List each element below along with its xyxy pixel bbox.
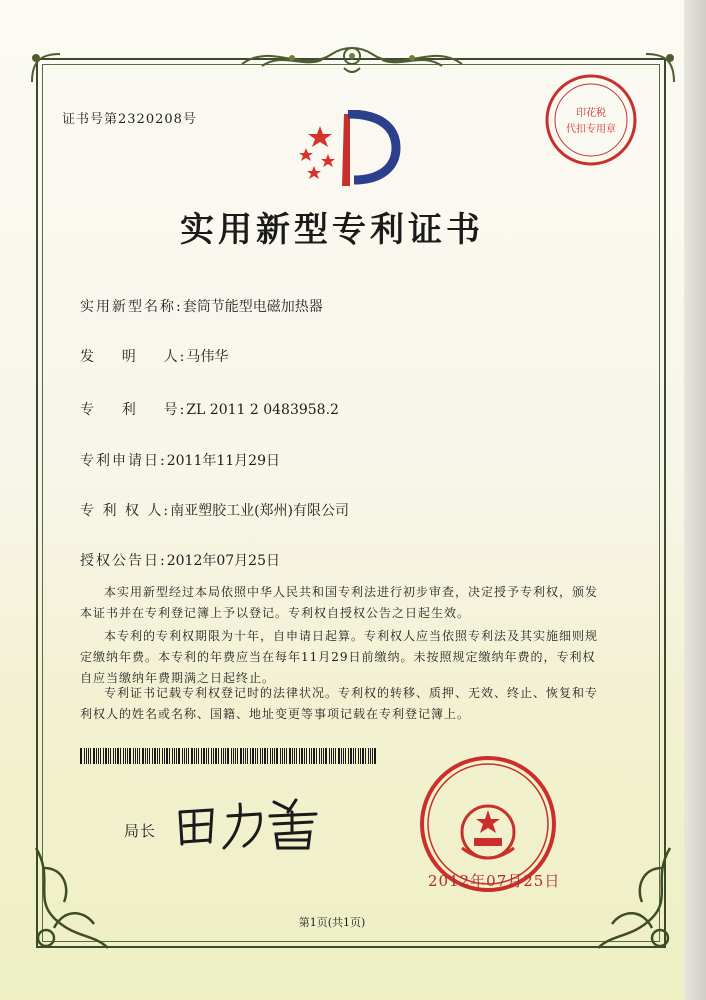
field-patent-number xyxy=(80,399,339,419)
page-number: 第1页(共1页) xyxy=(298,916,366,929)
field-label: 实用新型名称: xyxy=(80,299,183,315)
field-inventor xyxy=(80,346,228,366)
field-value: 2011年11月29日 xyxy=(166,453,280,469)
field-value: 马伟华 xyxy=(186,349,229,365)
field-value: ZL 2011 2 0483958.2 xyxy=(186,402,339,418)
field-label: 专利申请日: xyxy=(80,453,167,469)
top-ornament-icon xyxy=(232,38,472,78)
field-label: 专 利 权 人: xyxy=(80,503,171,519)
corner-ornament-icon xyxy=(26,48,66,88)
cipo-logo-icon xyxy=(292,110,402,192)
field-label: 发 明 人: xyxy=(80,349,187,365)
field-utility-name xyxy=(80,296,323,316)
corner-ornament-icon xyxy=(640,48,680,88)
corner-ornament-icon xyxy=(592,838,682,958)
corner-ornament-icon xyxy=(24,838,114,958)
field-value: 南亚塑胶工业(郑州)有限公司 xyxy=(170,503,350,519)
field-patentee xyxy=(80,500,349,520)
svg-text:印花税: 印花税 xyxy=(576,108,606,119)
seal-icon xyxy=(543,72,639,168)
svg-text:代扣专用章: 代扣专用章 xyxy=(566,124,616,135)
barcode-icon xyxy=(80,748,380,764)
field-label: 专 利 号: xyxy=(80,402,187,418)
field-application-date xyxy=(80,450,280,470)
certificate-number: 证书号第2320208号 xyxy=(62,112,197,127)
body-paragraph: 专利证书记载专利权登记时的法律状况。专利权的转移、质押、无效、终止、恢复和专利权人的姓名或名称、国籍、地址变更等事项记载在专利登记簿上。 xyxy=(80,686,599,721)
field-value: 套筒节能型电磁加热器 xyxy=(182,299,323,315)
page-edge xyxy=(684,0,706,1000)
signature-icon xyxy=(170,792,330,852)
document-title: 实用新型专利证书 xyxy=(180,210,484,250)
field-grant-date xyxy=(80,550,280,570)
field-label: 授权公告日: xyxy=(80,553,167,569)
stamp-date: 2012年07月25日 xyxy=(428,872,561,890)
body-paragraph: 本实用新型经过本局依照中华人民共和国专利法进行初步审查，决定授予专利权，颁发本证书并在专利登记簿上予以登记。专利权自授权公告之日起生效。 xyxy=(80,585,599,620)
field-value: 2012年07月25日 xyxy=(166,553,280,569)
body-paragraph: 本专利的专利权期限为十年，自申请日起算。专利权人应当依照专利法及其实施细则规定缴纳年费。本专利的年费应当在每年11月29日前缴纳。未按照规定缴纳年费的，专利权自应当缴纳年费期满之日起终止。 xyxy=(80,629,599,685)
director-label: 局长 xyxy=(124,822,157,840)
